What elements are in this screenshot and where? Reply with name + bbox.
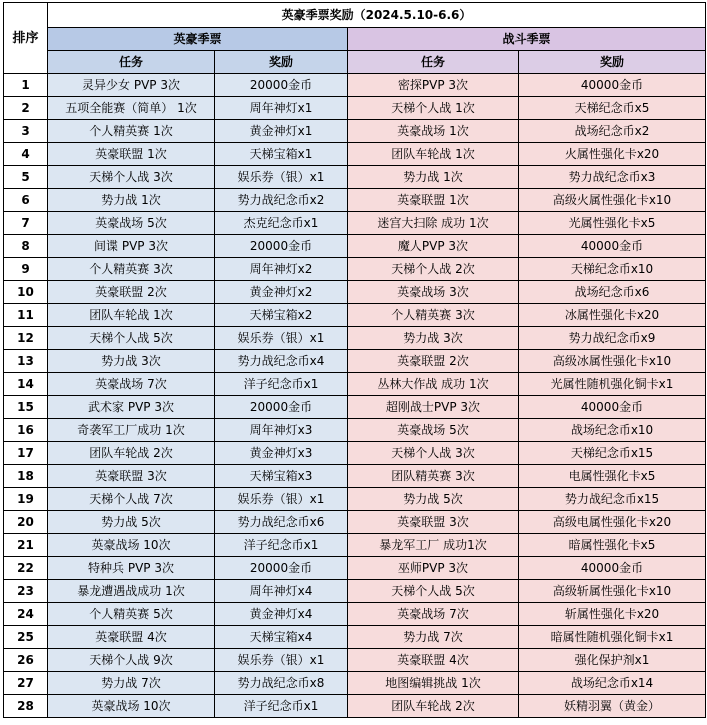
battle-reward-cell: 势力战纪念币x15 [519,488,706,511]
battle-task-cell: 英豪联盟 2次 [348,350,519,373]
table-row [4,143,706,166]
battle-reward-cell: 斩属性强化卡x20 [519,603,706,626]
hero-reward-cell: 黄金神灯x1 [215,120,348,143]
table-row [4,649,706,672]
hero-reward-cell: 天梯宝箱x4 [215,626,348,649]
battle-task-cell: 天梯个人战 1次 [348,97,519,120]
battle-task-cell: 英豪战场 5次 [348,419,519,442]
rank-cell: 21 [4,534,48,557]
table-row [4,465,706,488]
hero-task-cell: 灵异少女 PVP 3次 [48,74,215,97]
hero-task-header: 任务 [48,51,215,74]
table-row [4,419,706,442]
battle-reward-cell: 冰属性强化卡x20 [519,304,706,327]
rank-cell: 4 [4,143,48,166]
hero-task-cell: 势力战 7次 [48,672,215,695]
hero-task-cell: 特种兵 PVP 3次 [48,557,215,580]
battle-task-cell: 魔人PVP 3次 [348,235,519,258]
rank-cell: 2 [4,97,48,120]
battle-reward-cell: 战场纪念币x14 [519,672,706,695]
battle-reward-cell: 天梯纪念币x15 [519,442,706,465]
table-row [4,580,706,603]
table-row [4,488,706,511]
hero-task-cell: 英豪联盟 4次 [48,626,215,649]
table-title: 英豪季票奖励（2024.5.10-6.6） [48,3,706,28]
battle-reward-cell: 电属性强化卡x5 [519,465,706,488]
battle-task-cell: 天梯个人战 5次 [348,580,519,603]
hero-task-cell: 团队车轮战 2次 [48,442,215,465]
hero-reward-cell: 周年神灯x4 [215,580,348,603]
hero-reward-cell: 洋子纪念币x1 [215,373,348,396]
battle-task-cell: 地图编辑挑战 1次 [348,672,519,695]
hero-task-cell: 势力战 5次 [48,511,215,534]
rank-cell: 11 [4,304,48,327]
hero-task-cell: 天梯个人战 3次 [48,166,215,189]
rank-cell: 17 [4,442,48,465]
table-row [4,557,706,580]
hero-reward-cell: 20000金币 [215,396,348,419]
table-row [4,97,706,120]
table-row [4,166,706,189]
battle-reward-cell: 40000金币 [519,557,706,580]
hero-reward-cell: 周年神灯x1 [215,97,348,120]
hero-task-cell: 个人精英赛 3次 [48,258,215,281]
battle-reward-cell: 光属性强化卡x5 [519,212,706,235]
hero-reward-cell: 黄金神灯x2 [215,281,348,304]
hero-task-cell: 五项全能赛（简单） 1次 [48,97,215,120]
hero-reward-cell: 黄金神灯x4 [215,603,348,626]
table-row [4,304,706,327]
battle-reward-cell: 光属性随机强化铜卡x1 [519,373,706,396]
battle-reward-cell: 天梯纪念币x5 [519,97,706,120]
battle-task-cell: 丛林大作战 成功 1次 [348,373,519,396]
rank-cell: 1 [4,74,48,97]
table-row [4,212,706,235]
hero-task-cell: 天梯个人战 5次 [48,327,215,350]
hero-task-cell: 英豪联盟 3次 [48,465,215,488]
battle-task-cell: 势力战 3次 [348,327,519,350]
season-pass-reward-table [3,2,706,718]
table-row [4,396,706,419]
battle-task-cell: 团队车轮战 2次 [348,695,519,718]
table-row [4,534,706,557]
hero-task-cell: 个人精英赛 1次 [48,120,215,143]
battle-reward-cell: 40000金币 [519,74,706,97]
rank-cell: 3 [4,120,48,143]
battle-task-cell: 英豪战场 7次 [348,603,519,626]
hero-task-cell: 个人精英赛 5次 [48,603,215,626]
table-row [4,672,706,695]
battle-task-cell: 天梯个人战 3次 [348,442,519,465]
battle-task-cell: 势力战 1次 [348,166,519,189]
hero-task-cell: 暴龙遭遇战成功 1次 [48,580,215,603]
battle-reward-cell: 高级火属性强化卡x10 [519,189,706,212]
hero-reward-cell: 周年神灯x3 [215,419,348,442]
battle-reward-cell: 40000金币 [519,396,706,419]
battle-reward-cell: 暗属性强化卡x5 [519,534,706,557]
battle-reward-cell: 天梯纪念币x10 [519,258,706,281]
battle-reward-cell: 战场纪念币x10 [519,419,706,442]
rank-cell: 18 [4,465,48,488]
battle-task-cell: 英豪战场 1次 [348,120,519,143]
hero-reward-cell: 势力战纪念币x8 [215,672,348,695]
battle-task-cell: 暴龙军工厂 成功1次 [348,534,519,557]
battle-reward-cell: 高级冰属性强化卡x10 [519,350,706,373]
hero-task-cell: 势力战 3次 [48,350,215,373]
table-row [4,258,706,281]
hero-task-cell: 英豪战场 5次 [48,212,215,235]
table-row [4,235,706,258]
rank-cell: 7 [4,212,48,235]
rank-cell: 6 [4,189,48,212]
table-row [4,327,706,350]
battle-reward-cell: 势力战纪念币x3 [519,166,706,189]
rank-cell: 15 [4,396,48,419]
hero-reward-cell: 20000金币 [215,74,348,97]
table-row [4,120,706,143]
hero-task-cell: 英豪联盟 1次 [48,143,215,166]
hero-reward-cell: 黄金神灯x3 [215,442,348,465]
hero-reward-cell: 洋子纪念币x1 [215,534,348,557]
hero-reward-cell: 势力战纪念币x6 [215,511,348,534]
battle-task-cell: 英豪联盟 4次 [348,649,519,672]
battle-reward-cell: 火属性强化卡x20 [519,143,706,166]
battle-task-cell: 团队精英赛 3次 [348,465,519,488]
table-row [4,350,706,373]
battle-task-cell: 个人精英赛 3次 [348,304,519,327]
battle-task-cell: 英豪联盟 3次 [348,511,519,534]
hero-task-cell: 英豪联盟 2次 [48,281,215,304]
battle-task-cell: 英豪战场 3次 [348,281,519,304]
hero-reward-cell: 天梯宝箱x1 [215,143,348,166]
table-row [4,626,706,649]
rank-cell: 28 [4,695,48,718]
rank-cell: 12 [4,327,48,350]
table-row [4,695,706,718]
battle-reward-cell: 妖精羽翼（黄金） [519,695,706,718]
battle-reward-cell: 势力战纪念币x9 [519,327,706,350]
rank-cell: 26 [4,649,48,672]
hero-pass-header: 英豪季票 [48,28,348,51]
rank-cell: 24 [4,603,48,626]
table-row [4,281,706,304]
battle-reward-cell: 40000金币 [519,235,706,258]
table-row [4,442,706,465]
battle-reward-cell: 战场纪念币x2 [519,120,706,143]
hero-reward-cell: 势力战纪念币x2 [215,189,348,212]
battle-task-cell: 势力战 7次 [348,626,519,649]
battle-pass-header: 战斗季票 [348,28,706,51]
battle-reward-cell: 高级斩属性强化卡x10 [519,580,706,603]
rank-cell: 23 [4,580,48,603]
rank-cell: 22 [4,557,48,580]
rank-cell: 13 [4,350,48,373]
hero-reward-cell: 20000金币 [215,235,348,258]
hero-task-cell: 天梯个人战 7次 [48,488,215,511]
hero-reward-cell: 杰克纪念币x1 [215,212,348,235]
battle-task-cell: 巫师PVP 3次 [348,557,519,580]
battle-task-cell: 迷宫大扫除 成功 1次 [348,212,519,235]
battle-task-cell: 密探PVP 3次 [348,74,519,97]
table-row [4,511,706,534]
battle-task-cell: 超刚战士PVP 3次 [348,396,519,419]
hero-reward-cell: 洋子纪念币x1 [215,695,348,718]
battle-reward-cell: 高级电属性强化卡x20 [519,511,706,534]
battle-task-cell: 英豪联盟 1次 [348,189,519,212]
rank-cell: 27 [4,672,48,695]
rank-cell: 25 [4,626,48,649]
rank-header: 排序 [4,3,48,74]
hero-reward-cell: 天梯宝箱x3 [215,465,348,488]
table-row [4,373,706,396]
hero-task-cell: 奇袭军工厂成功 1次 [48,419,215,442]
rank-cell: 10 [4,281,48,304]
battle-task-cell: 团队车轮战 1次 [348,143,519,166]
hero-reward-cell: 娱乐券（银）x1 [215,166,348,189]
battle-reward-cell: 战场纪念币x6 [519,281,706,304]
table-row [4,189,706,212]
battle-reward-cell: 暗属性随机强化铜卡x1 [519,626,706,649]
table-row [4,603,706,626]
rank-cell: 16 [4,419,48,442]
hero-task-cell: 间谍 PVP 3次 [48,235,215,258]
hero-task-cell: 势力战 1次 [48,189,215,212]
hero-reward-cell: 娱乐券（银）x1 [215,488,348,511]
rank-cell: 5 [4,166,48,189]
hero-reward-header: 奖励 [215,51,348,74]
rank-cell: 8 [4,235,48,258]
rank-cell: 20 [4,511,48,534]
hero-task-cell: 武术家 PVP 3次 [48,396,215,419]
hero-reward-cell: 娱乐券（银）x1 [215,649,348,672]
hero-task-cell: 英豪战场 7次 [48,373,215,396]
table-row [4,74,706,97]
hero-task-cell: 英豪战场 10次 [48,695,215,718]
table-body [4,74,706,718]
hero-reward-cell: 周年神灯x2 [215,258,348,281]
hero-reward-cell: 势力战纪念币x4 [215,350,348,373]
battle-reward-header: 奖励 [519,51,706,74]
rank-cell: 9 [4,258,48,281]
rank-cell: 14 [4,373,48,396]
hero-reward-cell: 20000金币 [215,557,348,580]
battle-task-cell: 天梯个人战 2次 [348,258,519,281]
battle-task-header: 任务 [348,51,519,74]
hero-reward-cell: 天梯宝箱x2 [215,304,348,327]
hero-reward-cell: 娱乐券（银）x1 [215,327,348,350]
rank-cell: 19 [4,488,48,511]
hero-task-cell: 团队车轮战 1次 [48,304,215,327]
hero-task-cell: 英豪战场 10次 [48,534,215,557]
hero-task-cell: 天梯个人战 9次 [48,649,215,672]
battle-reward-cell: 强化保护剂x1 [519,649,706,672]
battle-task-cell: 势力战 5次 [348,488,519,511]
